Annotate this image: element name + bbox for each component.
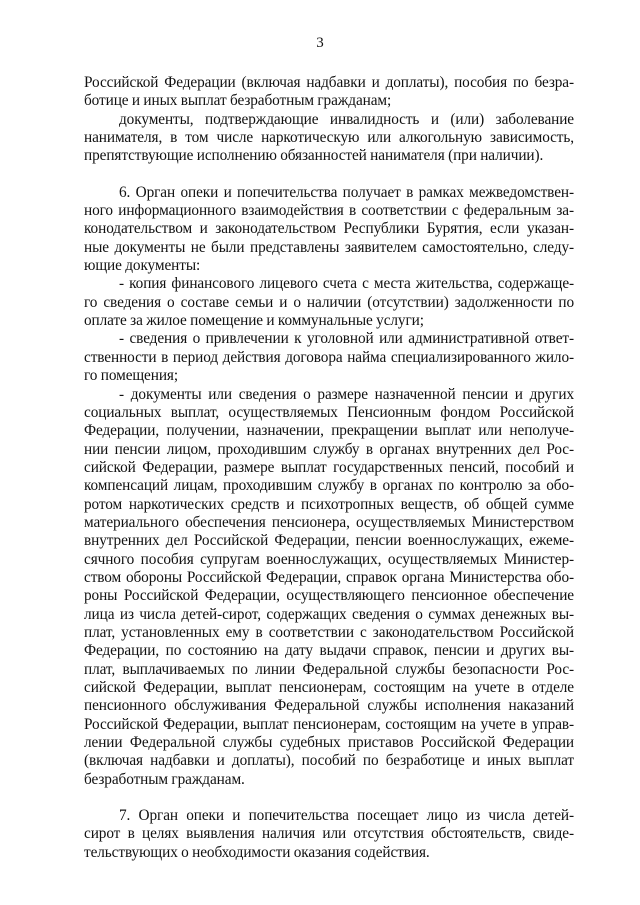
text-line: - документы или сведения о размере назначенной пенсии и других <box>119 385 574 403</box>
text-line: Российской Федерации (включая надбавки и доплаты), пособия по безра- <box>84 74 574 91</box>
text-line: 7. Орган опеки и попечительства посещает лицо из числа детей- <box>119 807 574 825</box>
text-line: документы, подтверждающие инвалидность и (или) заболевание <box>119 110 574 128</box>
text-line: пенсионного обслуживания Федеральной службы исполнения наказаний <box>84 697 574 715</box>
text-line: сирот в целях выявления наличия или отсутствия обстоятельств, свиде- <box>84 825 574 843</box>
text-line: ющие документы: <box>84 257 201 275</box>
text-line: (включая надбавки и доплаты), пособий по безработице и иных выплат <box>84 752 574 770</box>
text-line: ственности в период действия договора найма специализированного жило- <box>84 348 574 366</box>
text-line: ные документы не были представлены заявителем самостоятельно, следу- <box>84 238 574 256</box>
document-body <box>84 74 574 862</box>
text-line: лица из числа детей-сирот, содержащих сведения о суммах денежных вы- <box>84 605 574 623</box>
text-line: сийской Федерации, размере выплат государственных пенсий, пособий и <box>84 458 574 476</box>
text-line: оплате за жилое помещение и коммунальные услуги; <box>84 312 424 330</box>
text-line: нанимателя, в том числе наркотическую или алкогольную зависимость, <box>84 129 574 147</box>
text-line: сийской Федерации, выплат пенсионерам, состоящим на учете в отделе <box>84 679 574 696</box>
text-line: ством обороны Российской Федерации, справок органа Министерства обо- <box>84 568 574 586</box>
text-line: конодательством и законодательством Республики Бурятия, если указан- <box>84 220 574 238</box>
text-line: Российской Федерации, выплат пенсионерам, состоящим на учете в управ- <box>84 715 574 733</box>
text-line: внутренних дел Российской Федерации, пенсии военнослужащих, ежеме- <box>84 532 574 550</box>
text-line: го сведения о составе семьи и о наличии (отсутствии) задолженности по <box>84 293 574 311</box>
text-line: ного информационного взаимодействия в соответствии с федеральным за- <box>84 202 574 220</box>
text-line: Федерации, получении, назначении, прекращении выплат или неполуче- <box>84 422 574 440</box>
page-number: 3 <box>316 35 324 51</box>
text-line: Федерации, по состоянию на дату выдачи справок, пенсии и других вы- <box>84 642 574 660</box>
text-line: безработным гражданам. <box>84 770 245 788</box>
text-line: - копия финансового лицевого счета с места жительства, содержаще- <box>119 275 574 293</box>
text-line: плат, выплачиваемых по линии Федеральной службы безопасности Рос- <box>84 660 574 678</box>
section-item-7 <box>84 807 574 862</box>
text-line: ротом наркотических средств и психотропных веществ, об общей сумме <box>84 495 574 513</box>
text-line: роны Российской Федерации, осуществляющего пенсионное обеспечение <box>84 587 574 605</box>
text-line: лении Федеральной службы судебных приставов Российской Федерации <box>84 734 574 752</box>
text-line: тельствующих о необходимости оказания содействия. <box>84 843 430 861</box>
paragraph-gap <box>84 789 574 807</box>
section-item-6 <box>84 184 574 789</box>
text-line: 6. Орган опеки и попечительства получает в рамках межведомствен- <box>119 183 574 201</box>
text-line: - сведения о привлечении к уголовной или административной ответ- <box>119 330 574 348</box>
text-line: препятствующие исполнению обязанностей нанимателя (при наличии). <box>84 147 544 165</box>
text-line: компенсаций лицам, проходившим службу в органах по контролю за обо- <box>84 477 574 495</box>
text-line: сячного пособия супругам военнослужащих, осуществляемых Министер- <box>84 550 574 568</box>
text-line: плат, установленных ему в соответствии с законодательством Российской <box>84 623 574 641</box>
text-line: социальных выплат, осуществляемых Пенсионным фондом Российской <box>84 403 574 421</box>
text-line: ботице и иных выплат безработным гражданам; <box>84 92 392 110</box>
text-line: нии пенсии лицом, проходившим службу в органах внутренних дел Рос- <box>84 440 574 458</box>
text-line: го помещения; <box>84 367 179 385</box>
paragraph-gap <box>84 166 574 184</box>
text-line: материального обеспечения пенсионера, осуществляемых Министерством <box>84 513 574 531</box>
section-intro <box>84 74 574 166</box>
